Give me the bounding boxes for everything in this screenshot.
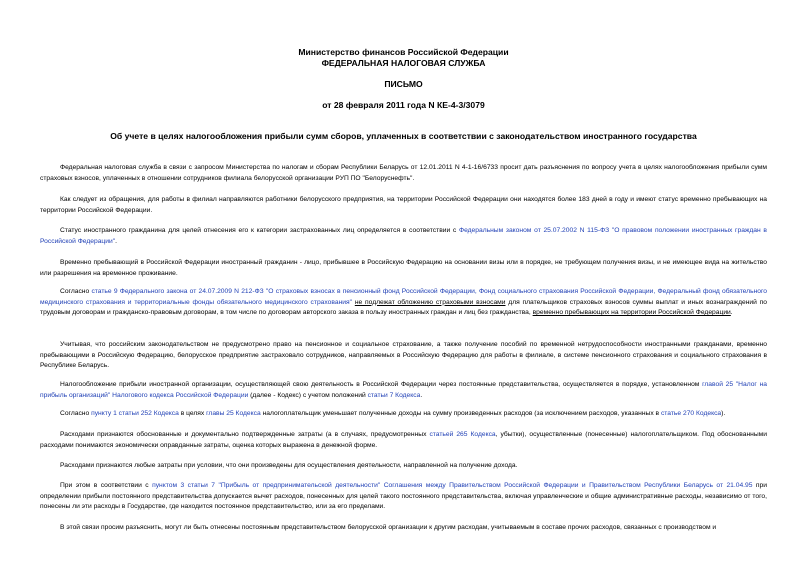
law-115fz-link[interactable]: Федеральным законом от 25.07.2002 N 115-ФЗ "О правовом положении иностранных граждан в Российской Федерации" [40, 227, 767, 245]
paragraph-text: налогоплательщик уменьшает полученные доходы на сумму произведенных расходов (за исключением расходов, указанных в [260, 410, 661, 417]
paragraph-10: Расходами признаются любые затраты при условии, что они произведены для осуществления деятельности, направленной на получение дохода. [60, 462, 518, 469]
paragraph-text: Согласно [60, 288, 92, 295]
paragraph-7 [40, 380, 767, 401]
document-date-number: от 28 февраля 2011 года N КЕ-4-3/3079 [322, 100, 485, 110]
paragraph-text: . [420, 391, 423, 399]
paragraph-text: , убытки), осуществленные (понесенные) налогоплательщиком. Под обоснованными расходами понимаются экономически оправданные затраты, оценка которых выражена в денежной форме. [40, 431, 767, 449]
paragraph-11 [40, 481, 767, 513]
paragraph-5 [40, 287, 767, 319]
document-type: ПИСЬМО [384, 79, 423, 89]
paragraph-8 [40, 409, 767, 420]
document-title: Об учете в целях налогообложения прибыли сумм сборов, уплаченных в соответствии с законодательством иностранного государства [110, 131, 697, 141]
article-265-link[interactable]: статьей 265 Кодекса [429, 431, 496, 438]
paragraph-text: . [730, 309, 733, 316]
underlined-phrase: не подлежат обложению страховыми взносами [354, 298, 506, 306]
paragraph-text: при определении прибыли постоянного представительства допускается вычет расходов, понесенных для целей такого постоянного представительства, включая управленческие и общие административные расходы, независимо от того, понесены ли эти расходы в Государстве, где находится постоянное представительство, или за его пределами. [40, 482, 768, 510]
underlined-phrase: временно пребывающих на территории Российской Федерации [532, 309, 731, 316]
paragraph-text: ). [721, 410, 726, 417]
article-270-link[interactable]: статье 270 Кодекса [660, 410, 722, 417]
article-7-link[interactable]: статьи 7 Кодекса [367, 391, 421, 399]
paragraph-9 [40, 430, 767, 451]
paragraph-text: При этом в соответствии с [60, 482, 153, 489]
paragraph-text: (далее - Кодекс) с учетом положений [248, 391, 368, 399]
law-212fz-article-9-link[interactable]: статье 9 Федерального закона от 24.07.2009 N 212-ФЗ "О страховых взносах в пенсионный фонд Российской Федерации, Фонд социального страхования Российской Федерации, Федеральный фонд обязательного медицинского страхования и территориальные фонды обязательного медицинского страхования" [40, 288, 767, 306]
paragraph-text: Расходами признаются обоснованные и документально подтвержденные затраты (а в случаях, предусмотренных [60, 431, 430, 438]
chapter-25-link[interactable]: главой 25 "Налог на прибыль организаций" Налогового кодекса Российской Федерации [40, 381, 767, 399]
paragraph-text: в целях [178, 410, 207, 417]
paragraph-2: Как следует из обращения, для работы в филиал направляются работники белорусского предприятия, на территории Российской Федерации они находятся более 183 дней в году и имеют статус временно пребывающих на территории Российской Федерации. [40, 196, 767, 214]
paragraph-4: Временно пребывающий в Российской Федерации иностранный гражданин - лицо, прибывшее в Российскую Федерацию на основании визы или в порядке, не требующем получения визы, и не имеющее вида на жительство или разрешения на временное проживание. [40, 259, 767, 277]
chapter-25-code-link[interactable]: главы 25 Кодекса [206, 410, 261, 417]
paragraph-3 [40, 226, 767, 247]
service-name: ФЕДЕРАЛЬНАЯ НАЛОГОВАЯ СЛУЖБА [321, 58, 486, 68]
paragraph-text: Статус иностранного гражданина для целей отнесения его к категории застрахованных лиц определяется в соответствии с [60, 227, 459, 234]
paragraph-text: для плательщиков страховых взносов суммы выплат и иных вознаграждений по трудовым договорам и гражданско-правовым договорам, в том числе по договорам авторского заказа в пользу иностранных граждан и лиц без гражданства, [40, 298, 767, 316]
article-252-link[interactable]: пункту 1 статьи 252 Кодекса [91, 410, 179, 417]
agreement-article-7-link[interactable]: пунктом 3 статьи 7 "Прибыль от предпринимательской деятельности" Соглашения между Правительством Российской Федерации и Правительством Республики Беларусь от 21.04.95 [152, 482, 753, 489]
paragraph-12: В этой связи просим разъяснить, могут ли быть отнесены постоянным представительством белорусской организации к другим расходам, учитываемым в составе прочих расходов, связанных с производством и [60, 524, 717, 531]
paragraph-text: Согласно [60, 410, 92, 417]
paragraph-text: Налогообложение прибыли иностранной организации, осуществляющей свою деятельность в Российской Федерации через постоянные представительства, осуществляется в порядке, установленном [60, 381, 703, 388]
paragraph-6: Учитывая, что российским законодательством не предусмотрено право на пенсионное и социальное страхование, а также получение пособий по временной нетрудоспособности иностранными гражданами, временно пребывающими в Российскую Федерацию, белорусское предприятие застраховало сотрудников, направляемых в Российскую Федерацию для работы в филиале, в системе пенсионного страхования и социального страхования в Республике Беларусь. [40, 341, 767, 369]
paragraph-text: . [115, 237, 117, 245]
ministry-name: Министерство финансов Российской Федерации [298, 47, 509, 57]
paragraph-1: Федеральная налоговая служба в связи с запросом Министерства по налогам и сборам Республики Беларусь от 12.01.2011 N 4-1-16/6733 просит дать разъяснения по вопросу учета в целях налогообложения прибыли сумм страховых взносов, уплаченных в отношении сотрудников филиала белорусской организации РУП ПО "Белоруснефть". [40, 164, 767, 182]
